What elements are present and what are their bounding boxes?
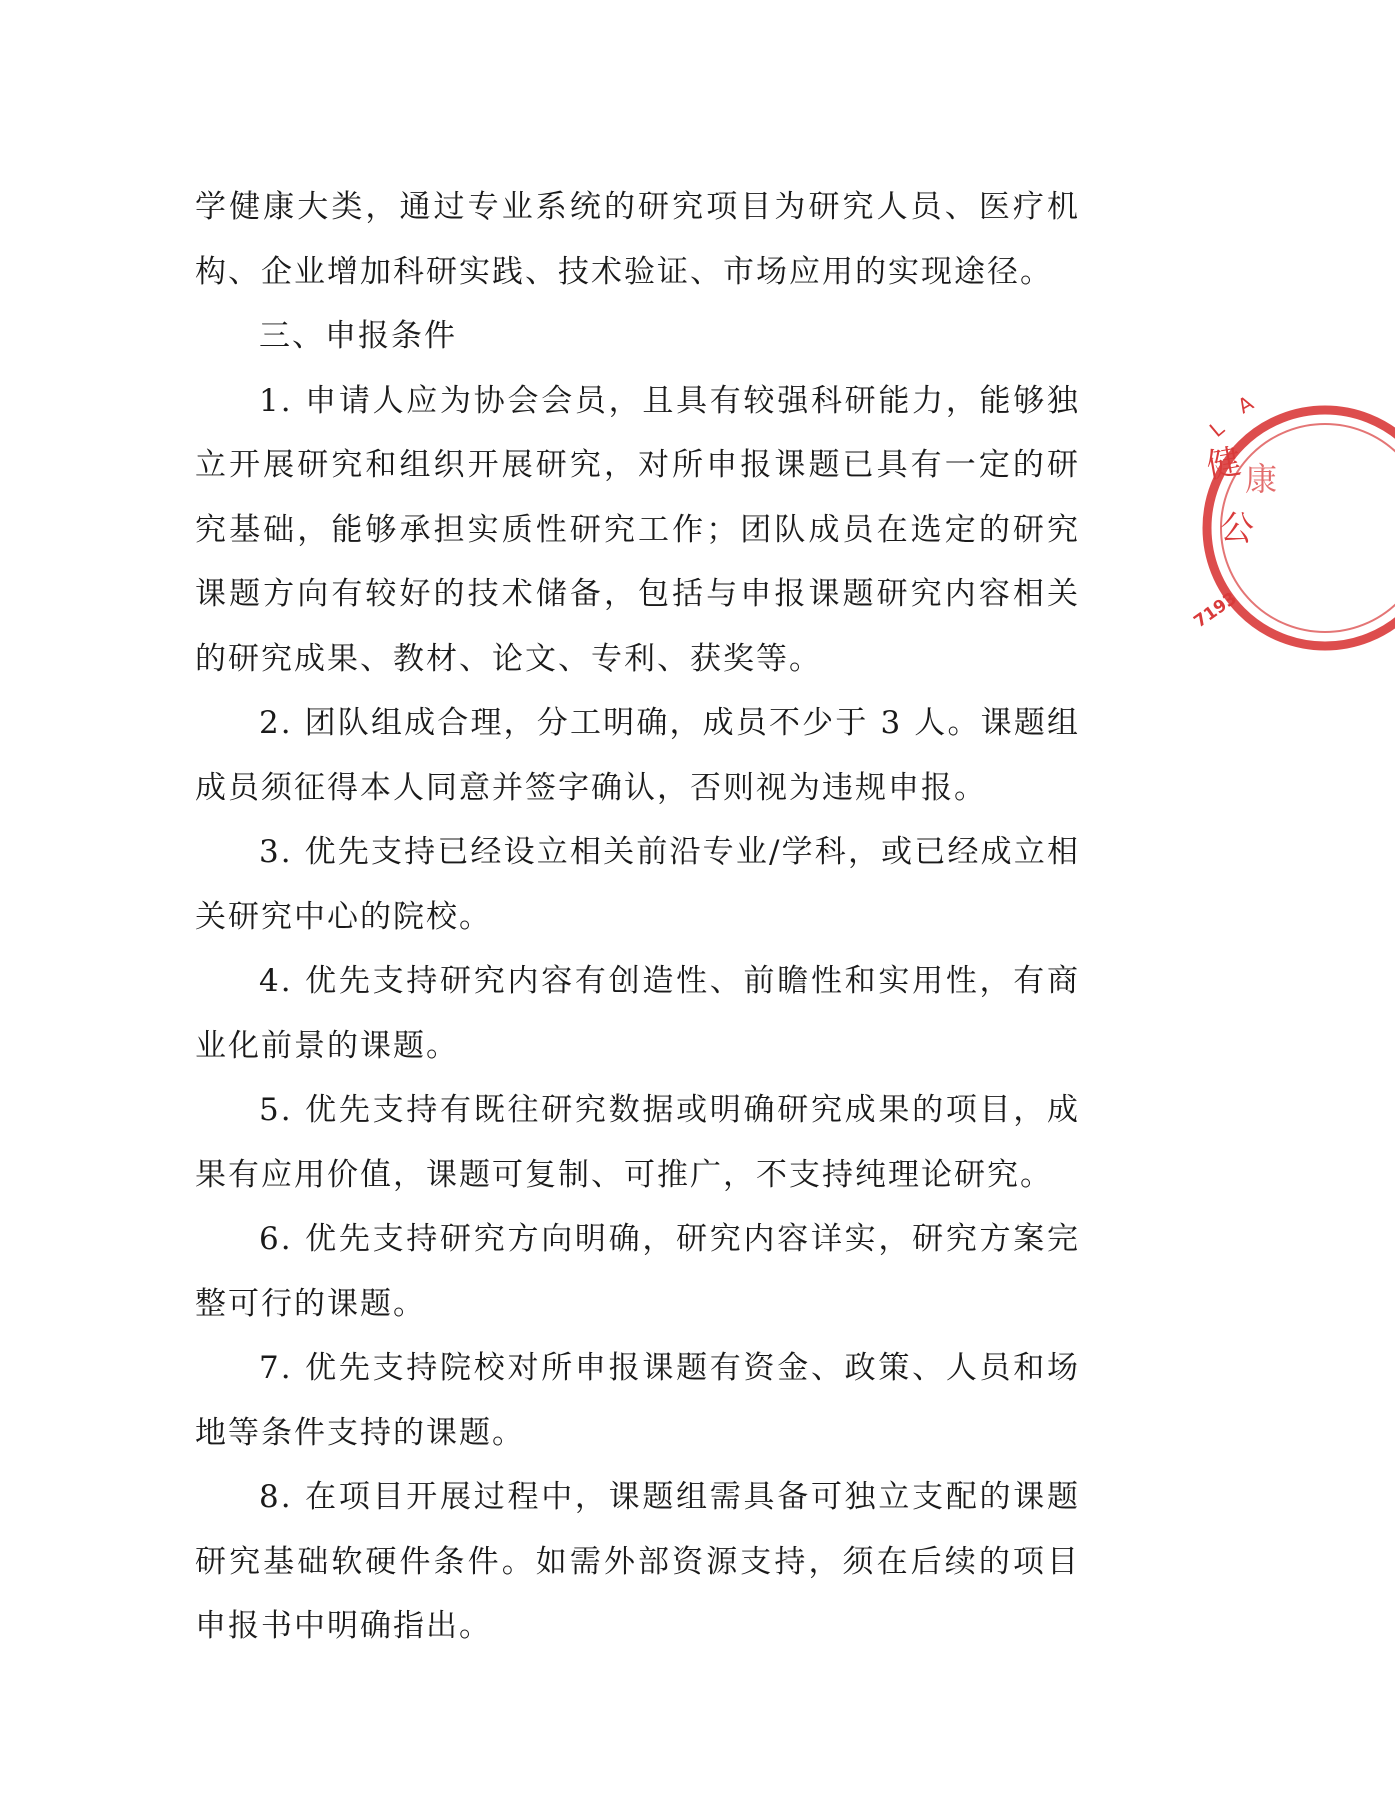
seal-letter-l: L <box>1204 416 1229 442</box>
condition-item-1: 1. 申请人应为协会会员，且具有较强科研能力，能够独立开展研究和组织开展研究，对所申报课题已具有一定的研究基础，能够承担实质性研究工作；团队成员在选定的研究课题方向有较好的技术储备，包括与申报课题研究内容相关的研究成果、教材、论文、专利、获奖等。 <box>195 382 1080 677</box>
condition-item-4: 4. 优先支持研究内容有创造性、前瞻性和实用性，有商业化前景的课题。 <box>195 963 1080 1064</box>
section-heading: 三、申报条件 <box>259 318 457 354</box>
seal-number: 7193 <box>1190 588 1241 633</box>
seal-char-kang: 康 <box>1245 460 1278 498</box>
condition-item-8: 8. 在项目开展过程中，课题组需具备可独立支配的课题研究基础软硬件条件。如需外部资源支持，须在后续的项目申报书中明确指出。 <box>195 1479 1080 1644</box>
seal-inner-ring <box>1221 424 1395 632</box>
official-seal <box>1190 378 1395 678</box>
condition-item-7: 7. 优先支持院校对所申报课题有资金、政策、人员和场地等条件支持的课题。 <box>195 1350 1080 1451</box>
document-body <box>195 175 1080 1659</box>
condition-item-3: 3. 优先支持已经设立相关前沿专业/学科，或已经成立相关研究中心的院校。 <box>195 834 1080 935</box>
condition-item-2: 2. 团队组成合理，分工明确，成员不少于 3 人。课题组成员须征得本人同意并签字确认，否则视为违规申报。 <box>195 705 1080 806</box>
seal-char-jian: 健 <box>1203 441 1245 487</box>
seal-outer-ring <box>1204 410 1395 646</box>
seal-char-gong: 公 <box>1218 507 1256 550</box>
seal-letter-a: A <box>1233 390 1258 419</box>
condition-item-5: 5. 优先支持有既往研究数据或明确研究成果的项目，成果有应用价值，课题可复制、可推广，不支持纯理论研究。 <box>195 1092 1080 1193</box>
condition-item-6: 6. 优先支持研究方向明确，研究内容详实，研究方案完整可行的课题。 <box>195 1221 1080 1322</box>
continuation-paragraph: 学健康大类，通过专业系统的研究项目为研究人员、医疗机构、企业增加科研实践、技术验证、市场应用的实现途径。 <box>195 189 1080 290</box>
